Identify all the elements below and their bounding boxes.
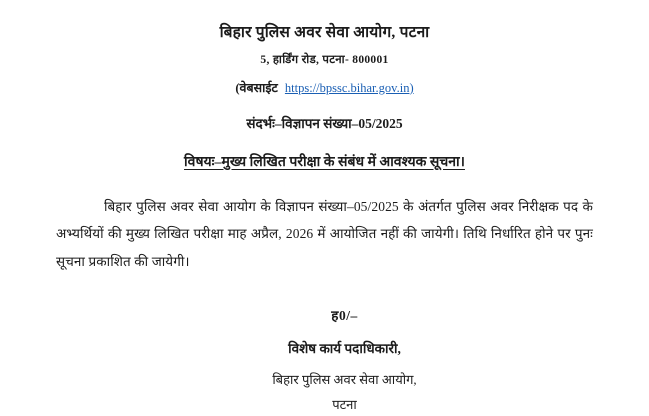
body-text: बिहार पुलिस अवर सेवा आयोग के विज्ञापन संख्या–05/2025 के अंतर्गत पुलिस अवर निरीक्षक पद के अभ्यर्थियों की मुख्य लिखित परीक्षा माह अप्रैल, 2026 में आयोजित नहीं की जायेगी। तिथि निर्धारित होने पर पुनः सूचना प्रकाशित की जायेगी। [56, 198, 593, 269]
signature-inner [240, 304, 450, 416]
website-label: (वेबसाईट [235, 80, 278, 95]
signature-city: पटना [332, 396, 357, 412]
signature-designation: विशेष कार्य पदाधिकारी, [288, 341, 401, 357]
signature-block [56, 304, 593, 416]
subject-text: विषयः–मुख्य लिखित परीक्षा के संबंध में आवश्यक सूचना। [184, 154, 465, 170]
website-line [56, 79, 593, 96]
signature-mark: ह0/– [331, 307, 358, 323]
organization-name: बिहार पुलिस अवर सेवा आयोग, पटना [219, 24, 430, 41]
reference-number: संदर्भः–विज्ञापन संख्या–05/2025 [246, 115, 403, 131]
subject-line [56, 152, 593, 171]
website-link[interactable]: https://bpssc.bihar.gov.in) [284, 80, 414, 95]
organization-address: 5, हार्डिंग रोड, पटना- 800001 [260, 53, 389, 66]
signature-organization: बिहार पुलिस अवर सेवा आयोग, [272, 371, 417, 387]
body-paragraph [56, 193, 593, 276]
